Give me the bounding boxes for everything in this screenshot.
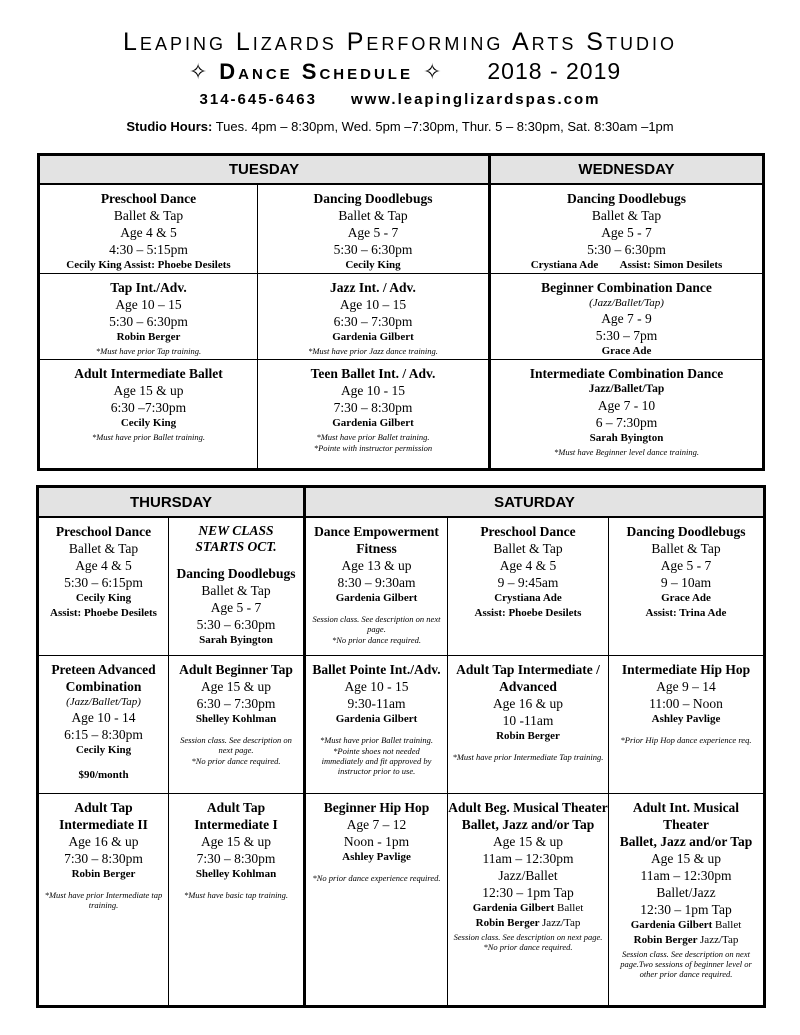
class-style: Ballet & Tap (493, 541, 563, 556)
class-instructor: Cecily King (75, 592, 132, 604)
class-cell (169, 656, 306, 794)
class-style: Ballet/Jazz (656, 885, 716, 900)
day-header-tuesday: TUESDAY (40, 156, 491, 185)
class-cell (39, 518, 169, 656)
class-note: *No prior dance required. (191, 756, 281, 766)
class-instructor (609, 918, 763, 933)
class-time: 11:00 – Noon (649, 696, 723, 711)
class-title: Jazz Int. / Adv. (330, 280, 416, 295)
class-time: 6 – 7:30pm (595, 415, 658, 430)
class-age: Age 5 - 7 (210, 600, 262, 615)
class-age: Age 15 & up (200, 679, 272, 694)
class-instructor: Gardenia Gilbert (332, 331, 414, 343)
class-assistant: Assist: Trina Ade (645, 607, 727, 619)
class-title: Dancing Doodlebugs (313, 191, 433, 206)
class-note: *Must have prior Ballet training. (91, 432, 206, 442)
class-time: 5:30 – 6:30pm (587, 242, 666, 257)
class-instructor: Shelley Kohlman (195, 868, 277, 880)
class-title: Adult Tap Intermediate II (59, 800, 148, 832)
class-title: Beginner Combination Dance (541, 280, 712, 295)
class-assistant: Assist: Phoebe Desilets (50, 607, 157, 619)
class-age: Age 10 - 15 (344, 679, 409, 694)
class-cell (258, 360, 491, 468)
class-cell (169, 518, 306, 656)
class-note: *Pointe with instructor permission (313, 443, 433, 453)
class-time: 11am – 12:30pm (482, 851, 574, 866)
new-class-start: STARTS OCT. (195, 539, 277, 554)
class-note: *Must have prior Intermediate Tap training. (452, 752, 604, 762)
class-cell (40, 360, 258, 468)
class-title: Adult Tap Intermediate I (194, 800, 278, 832)
class-style: Ballet & Tap (338, 208, 408, 223)
class-time: 12:30 – 1pm Tap (640, 902, 732, 917)
class-cell (39, 656, 169, 794)
class-time: 4:30 – 5:15pm (109, 242, 188, 257)
class-time: 7:30 – 8:30pm (196, 851, 276, 866)
class-title: Preschool Dance (100, 191, 197, 206)
class-cell (491, 274, 762, 360)
class-style: Ballet & Tap (113, 208, 184, 223)
class-cell (40, 274, 258, 360)
class-title: Adult Intermediate Ballet (74, 366, 223, 381)
class-instructor: Grace Ade (661, 592, 711, 604)
class-age: Age 10 – 15 (339, 297, 407, 312)
website-link[interactable]: www.leapinglizardspas.com (350, 91, 601, 108)
tue-wed-schedule (37, 153, 765, 471)
class-title: Adult Beg. Musical Theater (448, 800, 608, 815)
class-title: Dance Empowerment Fitness (314, 524, 439, 556)
class-instructor: Ashley Pavlige (651, 713, 721, 725)
class-cell (306, 518, 448, 656)
class-title: Adult Tap Intermediate / Advanced (456, 662, 600, 694)
class-time: 9:30-11am (347, 696, 406, 711)
class-note: *Must have prior Ballet training. (319, 735, 434, 745)
class-age: Age 10 – 15 (115, 297, 182, 312)
class-style: Ballet & Tap (591, 208, 662, 223)
class-title: Teen Ballet Int. / Adv. (310, 366, 436, 381)
class-age: Age 15 & up (650, 851, 722, 866)
class-instructor (609, 933, 763, 948)
class-price: $90/month (78, 769, 129, 781)
class-instructor: Robin Berger (71, 868, 136, 880)
hours-label: Studio Hours: (126, 119, 213, 134)
day-header-wednesday: WEDNESDAY (491, 156, 762, 185)
class-age: Age 15 & up (492, 834, 564, 849)
class-cell (39, 794, 169, 1005)
instructor-name: Gardenia Gilbert (472, 902, 555, 914)
class-title: Adult Int. Musical Theater (632, 800, 740, 832)
class-title: Intermediate Combination Dance (529, 366, 724, 381)
class-note: *Must have prior Ballet training. (316, 432, 430, 442)
class-age: Age 7 – 12 (346, 817, 407, 832)
class-title: Dancing Doodlebugs (626, 524, 746, 539)
class-cell (306, 794, 448, 1005)
schedule-title (0, 58, 800, 85)
day-header-saturday: SATURDAY (306, 488, 763, 518)
class-instructor: Cecily King (345, 259, 401, 271)
class-title: Tap Int./Adv. (110, 280, 187, 295)
class-title: Dancing Doodlebugs (567, 191, 686, 206)
class-instructor: Gardenia Gilbert (335, 592, 418, 604)
class-age: Age 7 - 9 (601, 311, 652, 326)
class-age: Age 4 & 5 (75, 558, 132, 573)
class-title: Preschool Dance (55, 524, 152, 539)
class-instructor: Sarah Byington (199, 634, 273, 646)
studio-hours (0, 119, 800, 134)
class-note: *No prior dance required. (331, 635, 422, 645)
class-instructor: Grace Ade (601, 345, 652, 357)
class-note: *Prior Hip Hop dance experience req. (620, 735, 752, 745)
class-cell (609, 518, 763, 656)
class-subtitle: (Jazz/Ballet/Tap) (66, 696, 141, 708)
class-age: Age 10 - 14 (71, 710, 136, 725)
class-time: 5:30 – 6:30pm (196, 617, 276, 632)
instructor-discipline: Ballet (557, 902, 584, 914)
class-instructor: Robin Berger (116, 331, 181, 343)
class-time: 9 – 10am (660, 575, 712, 590)
class-instructor: Gardenia Gilbert (332, 417, 414, 429)
class-note: Session class. See description on next page. *No prior dance required. (453, 932, 603, 952)
class-note: *No prior dance experience required. (312, 873, 441, 883)
class-note: *Must have prior Tap training. (95, 346, 202, 356)
class-age: Age 5 - 7 (660, 558, 712, 573)
contact-line (0, 91, 800, 108)
class-cell (609, 656, 763, 794)
class-subtitle: (Jazz/Ballet/Tap) (589, 297, 664, 309)
instructor-discipline: Ballet (715, 919, 742, 931)
class-time: 6:30 –7:30pm (110, 400, 187, 415)
class-cell (491, 360, 762, 468)
class-instructor: Cecily King Assist: Phoebe Desilets (66, 259, 231, 271)
class-assistant: Assist: Phoebe Desilets (474, 607, 582, 619)
instructor-name: Robin Berger (475, 917, 540, 929)
class-note: *Pointe shoes not needed immediately and fit approved by instructor prior to use. (321, 746, 432, 776)
class-note: Session class. See description on next page. (180, 735, 292, 755)
class-instructor: Cecily King (120, 417, 177, 429)
class-age: Age 7 - 10 (597, 398, 656, 413)
class-instructor: Cecily King (75, 744, 132, 756)
class-time: 6:30 – 7:30pm (196, 696, 276, 711)
star-icon: ✧ (422, 59, 444, 84)
class-instructor: Robin Berger (496, 730, 560, 742)
class-time: 12:30 – 1pm Tap (482, 885, 574, 900)
class-note: *Must have basic tap training. (183, 890, 289, 900)
class-time: Noon - 1pm (343, 834, 410, 849)
studio-name: Leaping Lizards Performing Arts Studio (123, 28, 677, 56)
class-cell (306, 656, 448, 794)
class-age: Age 13 & up (341, 558, 412, 573)
class-subtitle: Ballet, Jazz and/or Tap (619, 834, 753, 849)
class-cell (258, 185, 491, 274)
class-age: Age 16 & up (492, 696, 564, 711)
class-cell (448, 656, 609, 794)
class-subtitle: Ballet, Jazz and/or Tap (461, 817, 595, 832)
class-instructor: Ashley Pavlige (342, 851, 411, 863)
class-note: *Must have Beginner level dance training. (554, 447, 699, 457)
class-instructor: Sarah Byington (589, 432, 664, 444)
class-age: Age 10 - 15 (340, 383, 406, 398)
class-note: Session class. See description on next page.Two sessions of beginner level or other prior dance required. (620, 949, 752, 979)
class-cell (169, 794, 306, 1005)
class-style: Ballet & Tap (201, 583, 271, 598)
class-age: Age 5 - 7 (601, 225, 652, 240)
class-note: *Must have prior Intermediate tap training. (44, 890, 163, 910)
class-time: 5:30 – 6:30pm (333, 242, 413, 257)
day-header-thursday: THURSDAY (39, 488, 306, 518)
class-time: 11am – 12:30pm (640, 868, 732, 883)
class-instructor: Crystiana Ade Assist: Simon Desilets (530, 259, 723, 271)
class-title: Adult Beginner Tap (179, 662, 293, 677)
class-time: 8:30 – 9:30am (337, 575, 416, 590)
class-title: Ballet Pointe Int./Adv. (312, 662, 441, 677)
class-time: 9 – 9:45am (497, 575, 559, 590)
class-cell (609, 794, 763, 1005)
class-cell (448, 518, 609, 656)
class-instructor: Shelley Kohlman (195, 713, 277, 725)
class-instructor: Gardenia Gilbert (335, 713, 418, 725)
class-cell (448, 794, 609, 1005)
school-year: 2018 - 2019 (487, 58, 622, 84)
class-age: Age 5 - 7 (347, 225, 399, 240)
class-time: 10 -11am (502, 713, 554, 728)
class-subtitle: Jazz/Ballet/Tap (588, 383, 665, 395)
class-title: Preteen Advanced Combination (51, 662, 156, 694)
class-time: 5:30 – 6:15pm (64, 575, 143, 590)
class-instructor: Crystiana Ade (494, 592, 562, 604)
class-cell (40, 185, 258, 274)
class-cell (491, 185, 762, 274)
instructor-discipline: Jazz/Tap (542, 917, 581, 929)
class-age: Age 4 & 5 (120, 225, 177, 240)
class-note: Session class. See description on next page. (312, 614, 441, 634)
instructor-name: Robin Berger (633, 934, 698, 946)
class-time: 7:30 – 8:30pm (333, 400, 413, 415)
class-title: Beginner Hip Hop (323, 800, 430, 815)
instructor-discipline: Jazz/Tap (700, 934, 739, 946)
instructor-name: Gardenia Gilbert (630, 919, 713, 931)
class-time: 5:30 – 7pm (595, 328, 658, 343)
class-age: Age 9 – 14 (656, 679, 716, 694)
class-age: Age 16 & up (68, 834, 139, 849)
class-style: Ballet & Tap (68, 541, 139, 556)
thu-sat-schedule (36, 485, 766, 1008)
class-instructor (448, 901, 608, 916)
class-time: 6:15 – 8:30pm (64, 727, 143, 742)
class-cell (258, 274, 491, 360)
class-age: Age 15 & up (113, 383, 184, 398)
phone-number: 314-645-6463 (199, 91, 317, 108)
star-icon: ✧ (188, 59, 210, 84)
class-age: Age 15 & up (200, 834, 272, 849)
class-instructor (448, 916, 608, 931)
hours-text: Tues. 4pm – 8:30pm, Wed. 5pm –7:30pm, Thur. 5 – 8:30pm, Sat. 8:30am –1pm (215, 119, 674, 134)
class-age: Age 4 & 5 (499, 558, 557, 573)
class-time: 7:30 – 8:30pm (64, 851, 143, 866)
class-title: Intermediate Hip Hop (621, 662, 751, 677)
class-title: Dancing Doodlebugs (176, 566, 296, 581)
class-time: 6:30 – 7:30pm (333, 314, 413, 329)
class-note: *Must have prior Jazz dance training. (308, 346, 438, 356)
new-class-badge: NEW CLASS (198, 523, 274, 538)
class-title: Preschool Dance (480, 524, 576, 539)
class-time: 5:30 – 6:30pm (109, 314, 188, 329)
class-style: Ballet & Tap (651, 541, 721, 556)
schedule-label: Dance Schedule (219, 59, 413, 84)
class-style: Jazz/Ballet (498, 868, 558, 883)
